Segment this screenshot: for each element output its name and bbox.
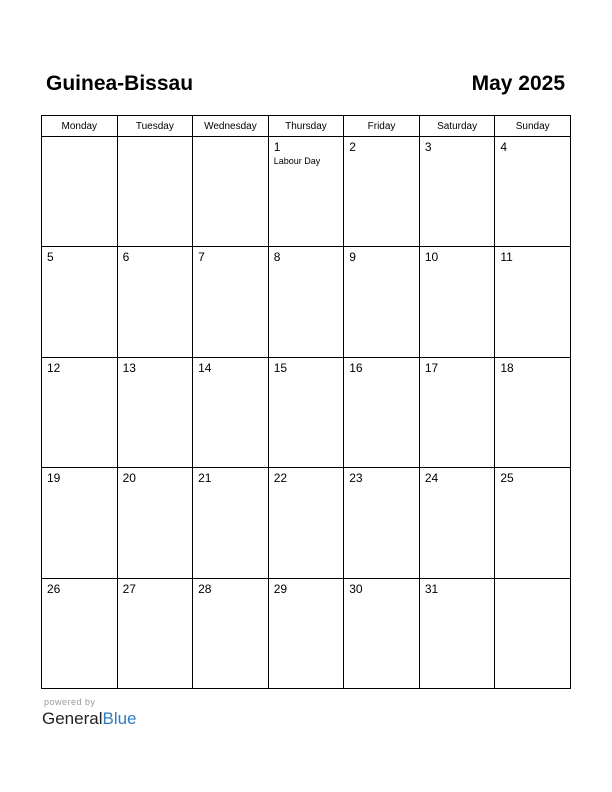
day-number: 20 xyxy=(122,471,136,486)
holiday-label xyxy=(495,264,570,266)
day-cell xyxy=(495,247,571,357)
day-cell xyxy=(42,468,118,578)
day-cell xyxy=(268,137,344,247)
week-row xyxy=(42,357,571,467)
holiday-label xyxy=(495,583,570,585)
day-cell xyxy=(42,247,118,357)
day-cell xyxy=(42,137,118,247)
day-number: 25 xyxy=(500,471,514,486)
day-cell xyxy=(42,578,118,688)
day-cell xyxy=(495,137,571,247)
holiday-label xyxy=(420,154,495,156)
holiday-label xyxy=(193,596,268,598)
day-cell xyxy=(193,468,269,578)
day-cell xyxy=(117,357,193,467)
holiday-label xyxy=(420,375,495,377)
day-cell xyxy=(42,357,118,467)
holiday-label xyxy=(344,375,419,377)
day-number: 21 xyxy=(198,471,212,486)
brand-name-general: General xyxy=(42,709,103,728)
holiday-label xyxy=(42,375,117,377)
holiday-label xyxy=(420,596,495,598)
calendar-grid xyxy=(41,115,571,689)
day-cell xyxy=(344,247,420,357)
holiday-label xyxy=(344,154,419,156)
day-number: 14 xyxy=(198,360,212,375)
day-number: 29 xyxy=(273,581,288,596)
holiday-label xyxy=(42,264,117,266)
holiday-label: Labour Day xyxy=(273,156,321,166)
holiday-label xyxy=(269,485,344,487)
holiday-label xyxy=(42,596,117,598)
day-number: 27 xyxy=(122,581,136,596)
weekday-header: Saturday xyxy=(419,116,495,137)
day-cell xyxy=(117,578,193,688)
day-number: 2 xyxy=(349,140,356,154)
day-cell xyxy=(344,578,420,688)
holiday-label xyxy=(344,264,419,266)
day-cell xyxy=(419,578,495,688)
day-number: 24 xyxy=(424,471,439,486)
week-row xyxy=(42,137,571,247)
day-number: 23 xyxy=(349,471,363,486)
weekday-header: Tuesday xyxy=(117,116,193,137)
holiday-label xyxy=(420,264,495,266)
day-cell xyxy=(193,578,269,688)
holiday-label xyxy=(269,596,344,598)
week-row xyxy=(42,468,571,578)
weekday-header: Friday xyxy=(344,116,420,137)
day-number: 10 xyxy=(424,250,439,265)
holiday-label xyxy=(118,596,193,598)
day-cell xyxy=(344,357,420,467)
day-number: 28 xyxy=(198,581,212,596)
generalblue-logo[interactable] xyxy=(42,709,137,729)
holiday-label xyxy=(269,375,344,377)
holiday-label xyxy=(420,485,495,487)
day-number: 4 xyxy=(500,140,508,154)
weekday-header-row xyxy=(42,116,571,137)
day-number: 12 xyxy=(47,360,61,375)
holiday-label xyxy=(193,375,268,377)
day-cell xyxy=(117,137,193,247)
weekday-header: Wednesday xyxy=(193,116,269,137)
day-cell xyxy=(419,137,495,247)
day-number: 16 xyxy=(349,360,363,375)
day-cell xyxy=(495,468,571,578)
day-number: 11 xyxy=(500,250,513,265)
holiday-label xyxy=(193,485,268,487)
day-number: 22 xyxy=(273,471,288,486)
day-cell xyxy=(268,578,344,688)
day-cell xyxy=(419,357,495,467)
day-cell xyxy=(193,137,269,247)
day-number: 6 xyxy=(122,250,130,265)
day-number: 7 xyxy=(198,250,205,265)
weekday-header: Thursday xyxy=(268,116,344,137)
day-cell xyxy=(419,468,495,578)
day-number: 9 xyxy=(349,250,356,265)
holiday-label xyxy=(42,141,117,143)
holiday-label xyxy=(344,485,419,487)
weekday-header: Sunday xyxy=(495,116,571,137)
day-number: 19 xyxy=(47,471,61,486)
day-cell xyxy=(268,247,344,357)
holiday-label xyxy=(118,141,193,143)
holiday-label xyxy=(118,485,193,487)
day-number: 8 xyxy=(273,250,281,265)
day-cell xyxy=(419,247,495,357)
week-row xyxy=(42,578,571,688)
day-cell xyxy=(193,357,269,467)
country-title: Guinea-Bissau xyxy=(46,72,194,95)
day-cell xyxy=(268,357,344,467)
day-cell xyxy=(344,468,420,578)
day-number: 5 xyxy=(47,250,54,265)
holiday-label xyxy=(495,485,570,487)
holiday-label xyxy=(495,375,570,377)
day-cell xyxy=(495,357,571,467)
day-number: 18 xyxy=(500,360,514,375)
holiday-label xyxy=(495,154,570,156)
day-cell xyxy=(117,468,193,578)
day-number: 3 xyxy=(424,140,432,154)
day-cell xyxy=(193,247,269,357)
day-cell xyxy=(495,578,571,688)
day-number: 15 xyxy=(273,360,288,375)
day-cell xyxy=(117,247,193,357)
holiday-label xyxy=(344,596,419,598)
day-number: 13 xyxy=(122,360,136,375)
brand-name-blue: Blue xyxy=(102,709,137,728)
day-cell xyxy=(344,137,420,247)
holiday-label xyxy=(118,375,193,377)
holiday-label xyxy=(269,264,344,266)
day-cell xyxy=(268,468,344,578)
day-number: 30 xyxy=(349,581,363,596)
day-number: 31 xyxy=(424,581,439,596)
day-number: 26 xyxy=(47,581,61,596)
day-number: 1 xyxy=(273,140,281,154)
weekday-header: Monday xyxy=(42,116,118,137)
week-row xyxy=(42,247,571,357)
footer-branding xyxy=(42,697,137,729)
powered-by-text: powered by xyxy=(44,697,96,707)
day-number: 17 xyxy=(424,360,439,375)
holiday-label xyxy=(118,264,193,266)
holiday-label xyxy=(42,485,117,487)
holiday-label xyxy=(193,264,268,266)
holiday-label xyxy=(193,141,268,143)
month-year-title: May 2025 xyxy=(471,72,565,95)
